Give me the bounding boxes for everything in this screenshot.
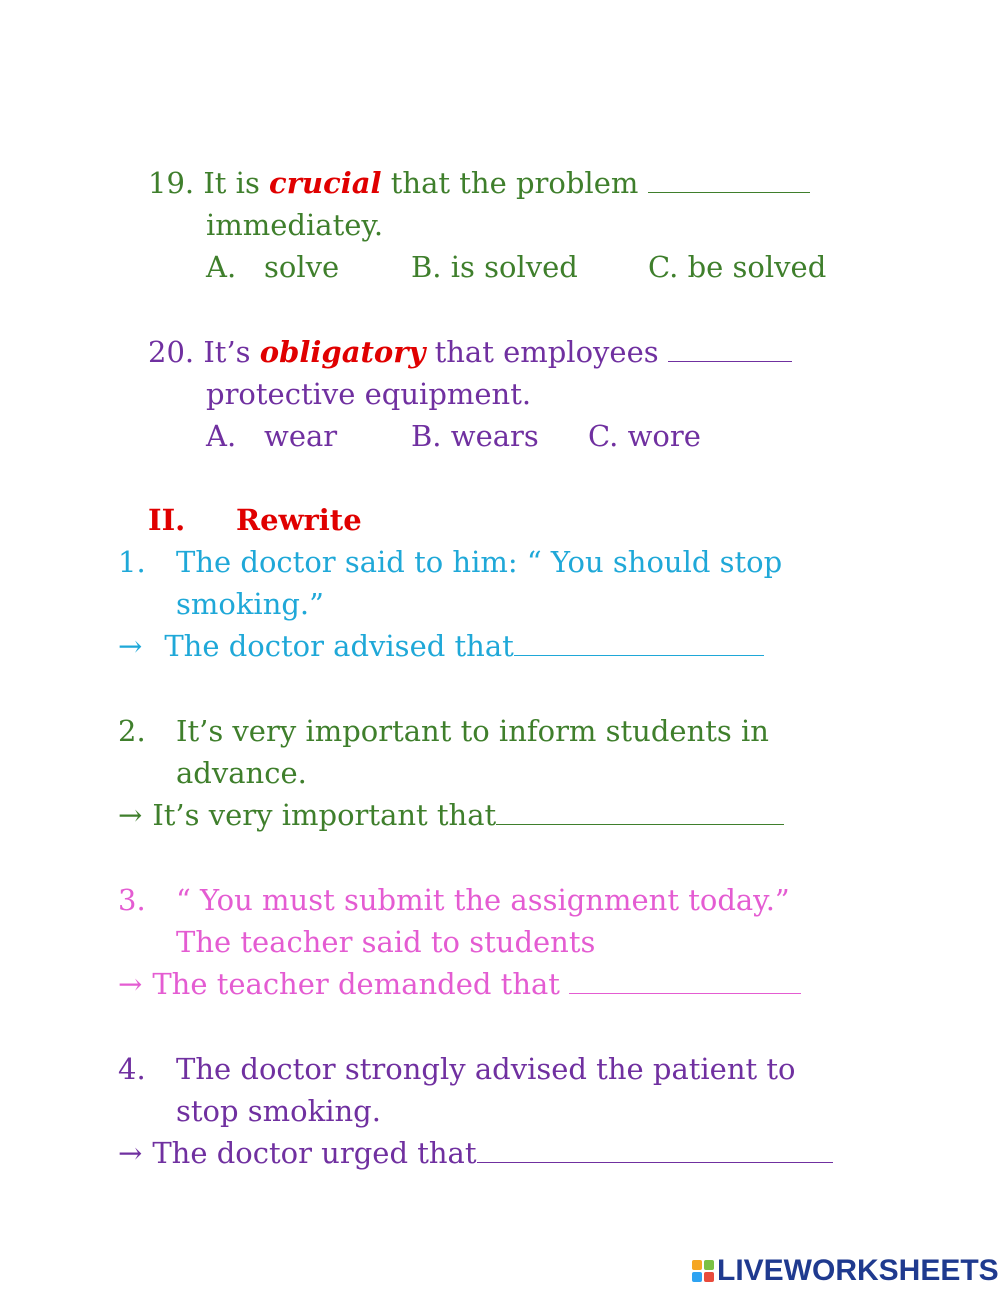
q19-answer-blank[interactable] (648, 162, 810, 193)
rewrite-1-line1: The doctor said to him: “ You should stop (176, 545, 783, 579)
q19-option-c[interactable]: C. be solved (648, 250, 827, 284)
arrow-icon: → (118, 629, 143, 663)
rewrite-4-line2: stop smoking. (176, 1094, 381, 1128)
q20-number: 20. (148, 335, 195, 369)
rewrite-1-prompt: The doctor advised that (164, 629, 514, 663)
q20-line2: protective equipment. (206, 377, 532, 411)
q20-text-after: that employees (425, 335, 668, 369)
logo-blocks-icon (692, 1260, 714, 1282)
rewrite-4-prompt: The doctor urged that (152, 1136, 477, 1170)
rewrite-2-number: 2. (118, 714, 146, 748)
rewrite-4-answer-line (118, 1132, 833, 1174)
rewrite-3-answer-blank[interactable] (569, 963, 801, 994)
logo-text: LIVEWORKSHEETS (717, 1254, 999, 1287)
rewrite-3-number: 3. (118, 883, 146, 917)
rewrite-1-line2: smoking.” (176, 587, 324, 621)
rewrite-1-number: 1. (118, 545, 146, 579)
arrow-icon: → (118, 1136, 143, 1170)
q20-option-c[interactable]: C. wore (588, 419, 701, 453)
q19-line1 (148, 162, 810, 204)
q19-option-a[interactable]: solve (264, 250, 340, 284)
q20-text-before: It’s (203, 335, 260, 369)
rewrite-4-line1: The doctor strongly advised the patient to (176, 1052, 796, 1086)
section-numeral: II. (148, 503, 186, 537)
rewrite-3-prompt: The teacher demanded that (152, 967, 570, 1001)
rewrite-1-answer-line (118, 625, 764, 667)
q20-option-b[interactable]: B. wears (411, 419, 539, 453)
q20-answer-blank[interactable] (668, 331, 792, 362)
rewrite-1-answer-blank[interactable] (514, 625, 764, 656)
arrow-icon: → (118, 967, 143, 1001)
section-title: Rewrite (236, 503, 362, 537)
q20-option-a[interactable]: wear (264, 419, 338, 453)
rewrite-4-answer-blank[interactable] (477, 1132, 833, 1163)
arrow-icon: → (118, 798, 143, 832)
rewrite-4-number: 4. (118, 1052, 146, 1086)
rewrite-3-line2: The teacher said to students (176, 925, 596, 959)
q19-number: 19. (148, 166, 195, 200)
rewrite-2-answer-blank[interactable] (496, 794, 784, 825)
rewrite-2-line1: It’s very important to inform students in (176, 714, 769, 748)
liveworksheets-logo (692, 1254, 999, 1288)
rewrite-3-line1: “ You must submit the assignment today.” (176, 883, 790, 917)
q20-keyword: obligatory (259, 335, 426, 369)
rewrite-2-line2: advance. (176, 756, 307, 790)
q20-line1 (148, 331, 792, 373)
rewrite-3-answer-line (118, 963, 801, 1005)
rewrite-2-prompt: It’s very important that (152, 798, 497, 832)
rewrite-2-answer-line (118, 794, 784, 836)
q19-text-after: that the problem (381, 166, 648, 200)
q19-option-a-letter: A. (206, 250, 237, 284)
q19-text-before: It is (203, 166, 270, 200)
q19-option-b[interactable]: B. is solved (411, 250, 578, 284)
q19-keyword: crucial (269, 166, 382, 200)
q20-option-a-letter: A. (206, 419, 237, 453)
q19-line2: immediatey. (206, 208, 384, 242)
